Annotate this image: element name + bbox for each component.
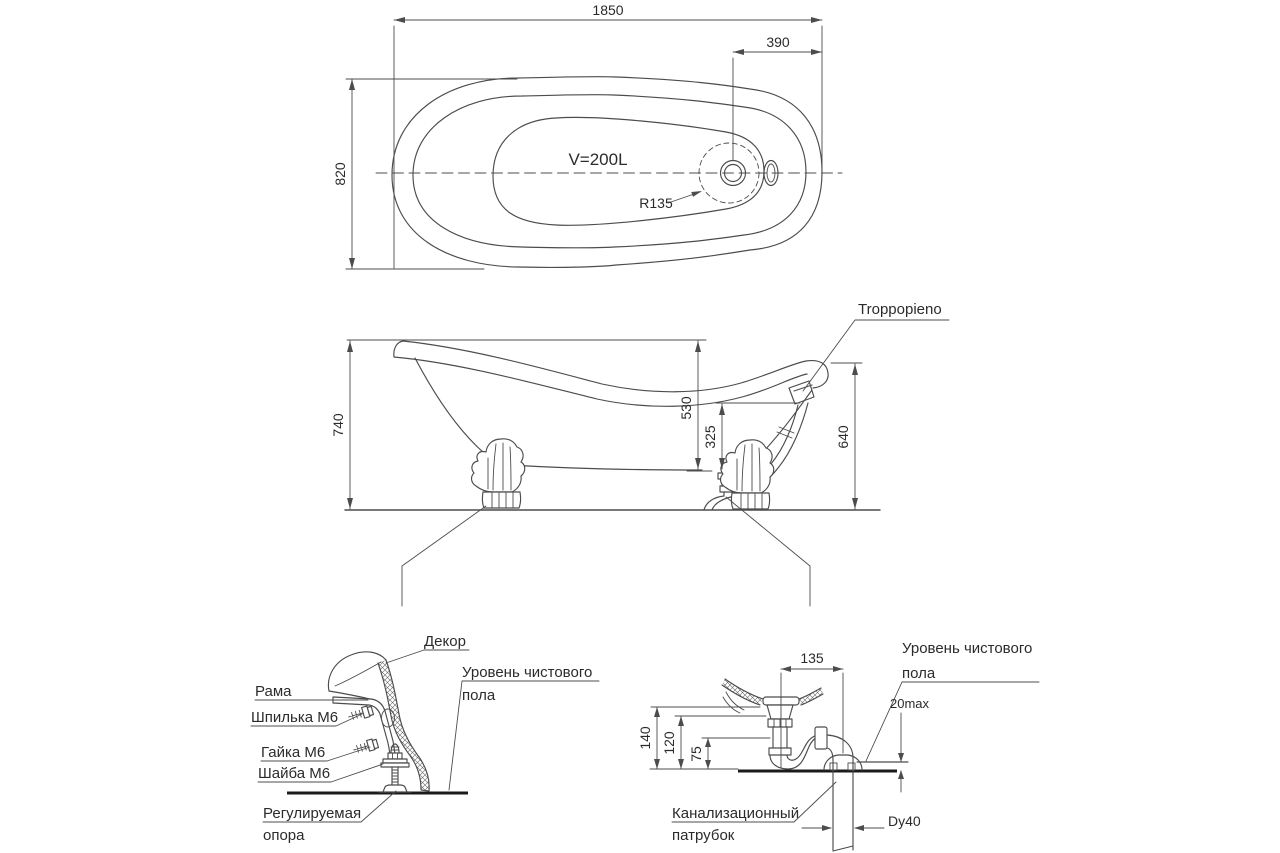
dim-front-height-label: 640 xyxy=(835,425,851,449)
dim-drain-offset-label: 390 xyxy=(766,34,790,50)
radius-label: R135 xyxy=(639,195,673,211)
leader-to-drain-detail xyxy=(726,497,810,606)
tub-plan-outline xyxy=(376,77,842,268)
leader-to-leg-detail xyxy=(402,506,486,606)
dim-length-label: 1850 xyxy=(592,2,624,18)
overflow-callout xyxy=(803,301,949,391)
floor-level-label-line1: Уровень чистового xyxy=(902,640,1033,657)
floor-level-label-line2: пола xyxy=(462,687,496,704)
volume-label: V=200L xyxy=(568,150,628,169)
dim-530 xyxy=(678,341,712,471)
decor-label: Декор xyxy=(424,633,466,650)
stud-label: Шпилька М6 xyxy=(251,709,339,726)
dim-390 xyxy=(733,34,822,160)
leg-detail xyxy=(251,633,599,844)
frame-label: Рама xyxy=(255,683,292,700)
dim-flange-height-label: 140 xyxy=(637,726,653,750)
dim-120 xyxy=(661,716,766,769)
dim-offset-label: 135 xyxy=(800,650,824,666)
dim-740 xyxy=(330,341,353,509)
dim-1850 xyxy=(394,2,822,268)
dim-640 xyxy=(831,363,862,509)
leg-detail-labels xyxy=(251,633,599,844)
dim-pipe-height-label: 75 xyxy=(688,746,704,762)
overflow-label: Troppopieno xyxy=(858,301,942,318)
side-view xyxy=(330,301,949,606)
sewer-label-line2: патрубок xyxy=(672,827,735,844)
nut-label: Гайка М6 xyxy=(261,744,326,761)
decor-shell xyxy=(328,652,429,791)
dim-dy40 xyxy=(802,813,921,831)
dim-rim-to-bottom-label: 530 xyxy=(678,396,694,420)
stud-bolt-upper xyxy=(347,705,374,722)
floor-level-label-line1: Уровень чистового xyxy=(462,664,593,681)
floor-level-label-line2: пола xyxy=(902,665,936,682)
dim-20max xyxy=(890,696,930,792)
stud-bolt-lower xyxy=(352,738,379,755)
drain-detail-labels xyxy=(672,640,1039,844)
dim-floor-gap-label: 20max xyxy=(890,696,930,711)
support-label-line1: Регулируемая xyxy=(263,805,362,822)
washer-label: Шайба М6 xyxy=(258,765,331,782)
support-label-line2: опора xyxy=(263,827,305,844)
radius-callout xyxy=(639,191,702,211)
dim-overflow-height-label: 325 xyxy=(702,425,718,449)
sewer-label-line1: Канализационный xyxy=(672,805,800,822)
top-view xyxy=(332,2,842,269)
frame-bracket xyxy=(333,697,395,757)
dim-funnel-height-label: 120 xyxy=(661,731,677,755)
dim-total-height-label: 740 xyxy=(330,413,346,437)
drain-detail xyxy=(637,640,1039,851)
dim-width-label: 820 xyxy=(332,162,348,186)
pipe-size-label: Dy40 xyxy=(888,813,921,829)
